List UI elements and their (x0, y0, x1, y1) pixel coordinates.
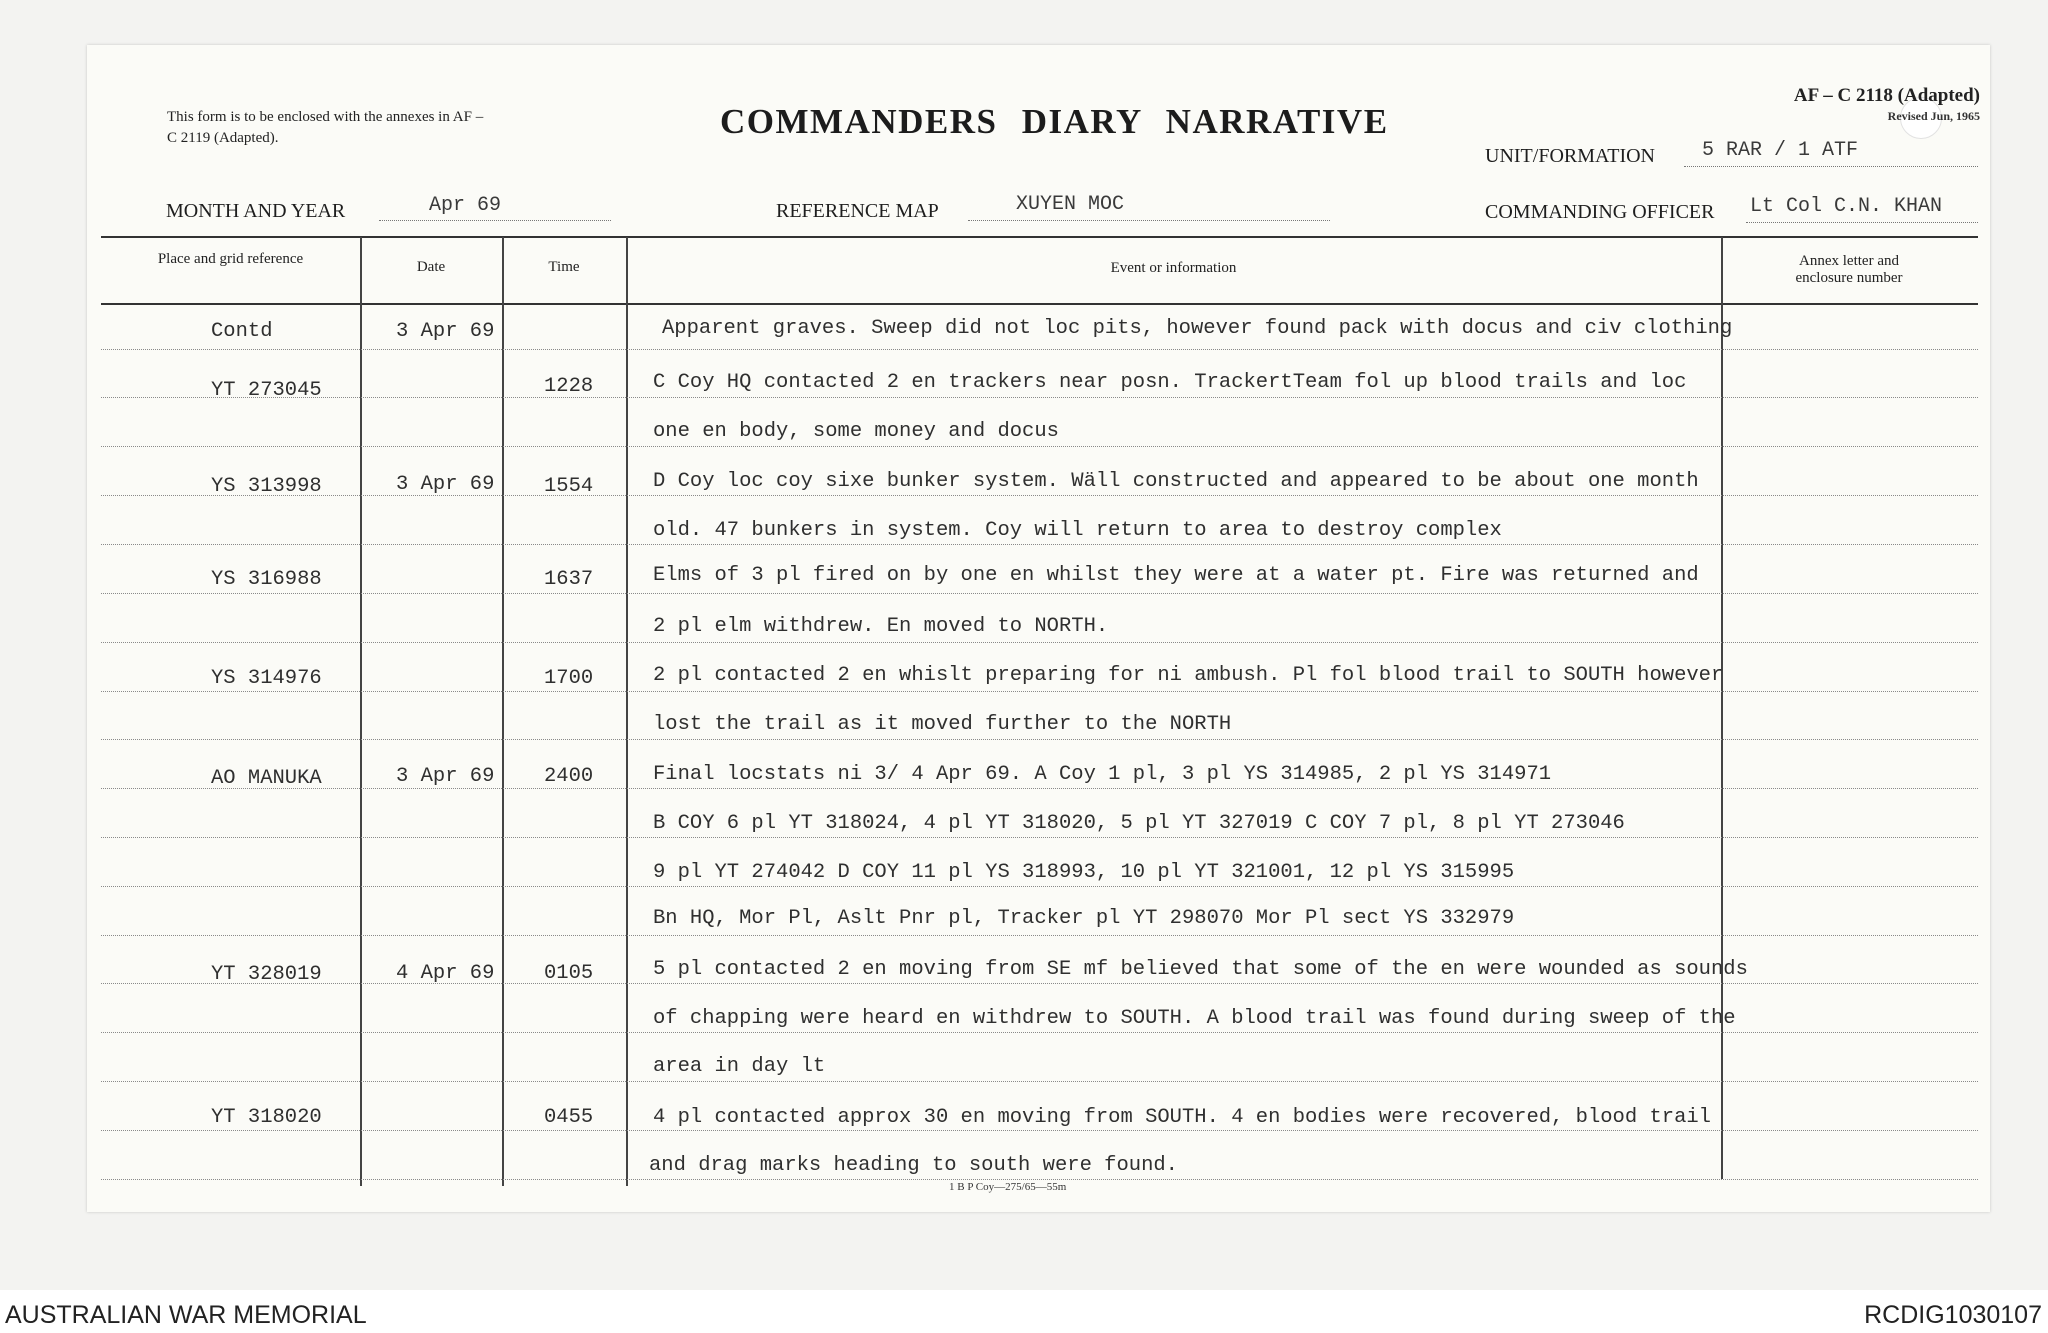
column-header-place: Place and grid reference (157, 251, 304, 267)
row-line (101, 349, 1978, 350)
footer-document-id: RCDIG1030107 (1864, 1301, 2042, 1329)
row-line (101, 837, 1978, 838)
row-line (101, 886, 1978, 887)
column-header-time: Time (548, 259, 580, 275)
row-line (101, 935, 1978, 936)
entry-place: AO MANUKA (211, 767, 322, 790)
diary-form-sheet (87, 45, 1990, 1212)
month-label: MONTH AND YEAR (166, 200, 346, 222)
entry-text: of chapping were heard en withdrew to SOUTH. A blood trail was found during sweep of the (653, 1007, 1736, 1030)
row-line (101, 691, 1978, 692)
entry-text: old. 47 bunkers in system. Coy will return to area to destroy complex (653, 519, 1502, 542)
entry-place: YT 273045 (211, 379, 322, 402)
column-header-annex: Annex letter and enclosure number (1795, 253, 1903, 286)
form-title: COMMANDERS DIARY NARRATIVE (720, 102, 1389, 141)
row-line (101, 1081, 1978, 1082)
entry-date: 4 Apr 69 (396, 962, 495, 985)
footer-archive-name: AUSTRALIAN WAR MEMORIAL (5, 1301, 367, 1329)
entry-text: 4 pl contacted approx 30 en moving from SOUTH. 4 en bodies were recovered, blood trail (653, 1106, 1711, 1129)
column-header-event: Event or information (1110, 260, 1237, 276)
column-divider-event (1721, 237, 1723, 1179)
entry-time: 1637 (544, 568, 594, 591)
column-divider-date (502, 237, 504, 1186)
co-label: COMMANDING OFFICER (1485, 201, 1715, 223)
entry-date: 3 Apr 69 (396, 320, 495, 343)
map-dotline (968, 220, 1330, 221)
unit-dotline (1684, 166, 1978, 167)
entry-place: YT 328019 (211, 963, 322, 986)
row-line (101, 544, 1978, 545)
row-line (101, 593, 1978, 594)
row-line (101, 788, 1978, 789)
entry-time: 0105 (544, 962, 594, 985)
form-revised-date: Revised Jun, 1965 (1887, 109, 1980, 123)
form-number: AF – C 2118 (Adapted) (1793, 85, 1980, 106)
entry-text: 2 pl contacted 2 en whislt preparing for ni ambush. Pl fol blood trail to SOUTH however (653, 664, 1724, 687)
entry-text: Bn HQ, Mor Pl, Aslt Pnr pl, Tracker pl YT 298070 Mor Pl sect YS 332979 (653, 907, 1515, 930)
printer-mark: 1 B P Coy—275/65—55m (949, 1181, 1067, 1193)
entry-text: one en body, some money and docus (653, 420, 1059, 443)
row-line (101, 642, 1978, 643)
column-header-date: Date (416, 259, 446, 275)
entry-text: area in day lt (653, 1055, 826, 1078)
entry-text: lost the trail as it moved further to the NORTH (653, 713, 1232, 736)
entry-place: YS 316988 (211, 568, 322, 591)
entry-time: 2400 (544, 765, 594, 788)
row-line (101, 983, 1978, 984)
entry-text: Apparent graves. Sweep did not loc pits, however found pack with docus and civ clothing (662, 317, 1733, 340)
unit-label: UNIT/FORMATION (1485, 145, 1655, 167)
table-header-rule (101, 303, 1978, 305)
entry-text: 2 pl elm withdrew. En moved to NORTH. (653, 615, 1109, 638)
row-line (101, 1032, 1978, 1033)
co-value: Lt Col C.N. KHAN (1750, 195, 1943, 218)
entry-text: C Coy HQ contacted 2 en trackers near posn. TrackertTeam fol up blood trails and loc (653, 371, 1687, 394)
entry-time: 1700 (544, 667, 594, 690)
entry-text: D Coy loc coy sixe bunker system. Wäll constructed and appeared to be about one month (653, 470, 1699, 493)
row-line (101, 1179, 1978, 1180)
entry-time: 1554 (544, 475, 594, 498)
entry-date: 3 Apr 69 (396, 765, 495, 788)
entry-time: 0455 (544, 1106, 594, 1129)
row-line (101, 1130, 1978, 1131)
month-dotline (379, 220, 611, 221)
map-label: REFERENCE MAP (776, 200, 939, 222)
column-divider-time (626, 237, 628, 1186)
entry-text: and drag marks heading to south were found. (649, 1154, 1178, 1177)
entry-place: YS 314976 (211, 667, 322, 690)
entry-text: Elms of 3 pl fired on by one en whilst they were at a water pt. Fire was returned and (653, 564, 1699, 587)
table-top-rule (101, 236, 1978, 238)
map-value: XUYEN MOC (1016, 193, 1125, 216)
entry-place: YS 313998 (211, 475, 322, 498)
column-divider-place (360, 237, 362, 1186)
row-line (101, 739, 1978, 740)
entry-text: Final locstats ni 3/ 4 Apr 69. A Coy 1 pl, 3 pl YS 314985, 2 pl YS 314971 (653, 763, 1552, 786)
entry-text: B COY 6 pl YT 318024, 4 pl YT 318020, 5 pl YT 327019 C COY 7 pl, 8 pl YT 273046 (653, 812, 1625, 835)
entry-place: Contd (211, 320, 273, 343)
unit-value: 5 RAR / 1 ATF (1702, 139, 1859, 162)
row-line (101, 446, 1978, 447)
entry-text: 5 pl contacted 2 en moving from SE mf believed that some of the en were wounded as sounds (653, 958, 1748, 981)
row-line (101, 495, 1978, 496)
month-value: Apr 69 (429, 194, 502, 217)
entry-time: 1228 (544, 375, 594, 398)
co-dotline (1746, 222, 1978, 223)
row-line (101, 397, 1978, 398)
form-note: This form is to be enclosed with the annexes in AF – C 2119 (Adapted). (167, 109, 484, 146)
entry-place: YT 318020 (211, 1106, 322, 1129)
entry-date: 3 Apr 69 (396, 473, 495, 496)
entry-text: 9 pl YT 274042 D COY 11 pl YS 318993, 10 pl YT 321001, 12 pl YS 315995 (653, 861, 1515, 884)
